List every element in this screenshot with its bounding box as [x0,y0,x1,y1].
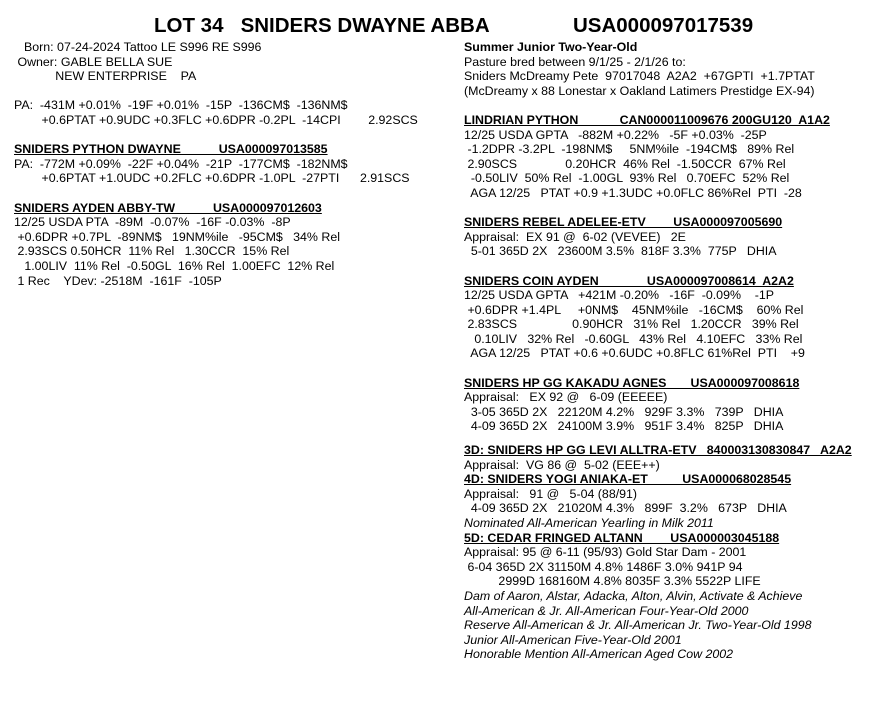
coin-line: 2.83SCS 0.90HCR 31% Rel 1.20CCR 39% Rel [464,317,799,332]
kakadu-line: 4-09 365D 2X 24100M 3.9% 951F 3.4% 825P DHIA [464,419,784,434]
owner-address: NEW ENTERPRISE PA [14,69,197,84]
coin-line: AGA 12/25 PTAT +0.6 +0.6UDC +0.8FLC 61%Rel PTI +9 [464,346,805,361]
dam-line: 1.00LIV 11% Rel -0.50GL 16% Rel 1.00EFC 12% Rel [14,258,335,273]
dam-title: SNIDERS AYDEN ABBY-TW USA000097012603 [14,200,322,215]
yogi-note: Nominated All-American Yearling in Milk 2011 [464,516,714,530]
kakadu-title: SNIDERS HP GG KAKADU AGNES USA000097008618 [464,375,800,390]
sire-pa-line-2: +0.6PTAT +1.0UDC +0.2FLC +0.6DPR -1.0PL -27PTI 2.91SCS [14,171,410,186]
pa-line-2: +0.6PTAT +0.9UDC +0.3FLC +0.6DPR -0.2PL -14CPI 2.92SCS [14,112,418,127]
cedar-note: All-American & Jr. All-American Four-Year-Old 2000 [464,603,749,618]
lindrian-line: 2.90SCS 0.20HCR 46% Rel -1.50CCR 67% Rel [464,156,786,171]
cedar-note: Junior All-American Five-Year-Old 2001 [464,632,682,647]
dam-line: 1 Rec YDev: -2518M -161F -105P [14,273,222,288]
rebel-line: Appraisal: EX 91 @ 6-02 (VEVEE) 2E [464,229,686,244]
lindrian-title: LINDRIAN PYTHON CAN000011009676 200GU120 A1A2 [464,112,830,127]
lot-title: LOT 34 SNIDERS DWAYNE ABBA [154,14,490,37]
kakadu-line: Appraisal: EX 92 @ 6-09 (EEEEE) [464,390,668,405]
owner-line: Owner: GABLE BELLA SUE [14,54,173,69]
pasture-line: Pasture bred between 9/1/25 - 2/1/26 to: [464,54,686,69]
cedar-note: Honorable Mention All-American Aged Cow 2002 [464,647,734,662]
registration-number: USA000097017539 [573,14,754,37]
cedar-line: Appraisal: 95 @ 6-11 (95/93) Gold Star Dam - 2001 [464,545,747,560]
cedar-line: 2999D 168160M 4.8% 8035F 3.3% 5522P LIFE [464,574,761,589]
pasture-line: (McDreamy x 88 Lonestar x Oakland Latimers Prestidge EX-94) [464,83,815,98]
lindrian-line: -0.50LIV 50% Rel -1.00GL 93% Rel 0.70EFC 52% Rel [464,171,790,186]
rebel-line: 5-01 365D 2X 23600M 3.5% 818F 3.3% 775P DHIA [464,244,777,259]
sire-title: SNIDERS PYTHON DWAYNE USA000097013585 [14,142,328,157]
class-title: Summer Junior Two-Year-Old [464,40,638,54]
kakadu-line: 3-05 365D 2X 22120M 4.2% 929F 3.3% 739P DHIA [464,404,784,419]
right-column [464,40,888,662]
coin-title: SNIDERS COIN AYDEN USA000097008614 A2A2 [464,273,794,288]
left-column [14,40,444,288]
yogi-line: 4-09 365D 2X 21020M 4.3% 899F 3.2% 673P DHIA [464,501,787,516]
levi-title: 3D: SNIDERS HP GG LEVI ALLTRA-ETV 840003130830847 A2A2 [464,443,852,458]
yogi-title: 4D: SNIDERS YOGI ANIAKA-ET USA000068028545 [464,472,792,487]
lindrian-line: -1.2DPR -3.2PL -198NM$ 5NM%ile -194CM$ 89% Rel [464,142,795,157]
rebel-title: SNIDERS REBEL ADELEE-ETV USA000097005690 [464,215,783,230]
coin-line: 12/25 USDA GPTA +421M -0.20% -16F -0.09% -1P [464,288,775,303]
cedar-title: 5D: CEDAR FRINGED ALTANN USA000003045188 [464,530,780,545]
yogi-line: Appraisal: 91 @ 5-04 (88/91) [464,486,638,501]
dam-line: 12/25 USDA PTA -89M -0.07% -16F -0.03% -8P [14,215,291,230]
dam-line: 2.93SCS 0.50HCR 11% Rel 1.30CCR 15% Rel [14,244,290,259]
pasture-line: Sniders McDreamy Pete 97017048 A2A2 +67GPTI +1.7PTAT [464,69,815,84]
sire-pa-line-1: PA: -772M +0.09% -22F +0.04% -21P -177CM$ -182NM$ [14,156,348,171]
lot-header [0,10,896,40]
pa-line-1: PA: -431M +0.01% -19F +0.01% -15P -136CM$ -136NM$ [14,98,348,113]
coin-line: +0.6DPR +1.4PL +0NM$ 45NM%ile -16CM$ 60% Rel [464,302,804,317]
cedar-line: 6-04 365D 2X 31150M 4.8% 1486F 3.0% 941P 94 [464,559,743,574]
lindrian-line: AGA 12/25 PTAT +0.9 +1.3UDC +0.0FLC 86%Rel PTI -28 [464,185,802,200]
dam-line: +0.6DPR +0.7PL -89NM$ 19NM%ile -95CM$ 34% Rel [14,229,340,244]
cedar-note: Reserve All-American & Jr. All-American Jr. Two-Year-Old 1998 [464,618,812,633]
lindrian-line: 12/25 USDA GPTA -882M +0.22% -5F +0.03% -25P [464,127,767,142]
born-line: Born: 07-24-2024 Tattoo LE S996 RE S996 [24,40,262,54]
coin-line: 0.10LIV 32% Rel -0.60GL 43% Rel 4.10EFC 33% Rel [464,331,803,346]
cedar-note: Dam of Aaron, Alstar, Adacka, Alton, Alvin, Activate & Achieve [464,588,803,603]
levi-appraisal: Appraisal: VG 86 @ 5-02 (EEE++) [464,457,660,472]
